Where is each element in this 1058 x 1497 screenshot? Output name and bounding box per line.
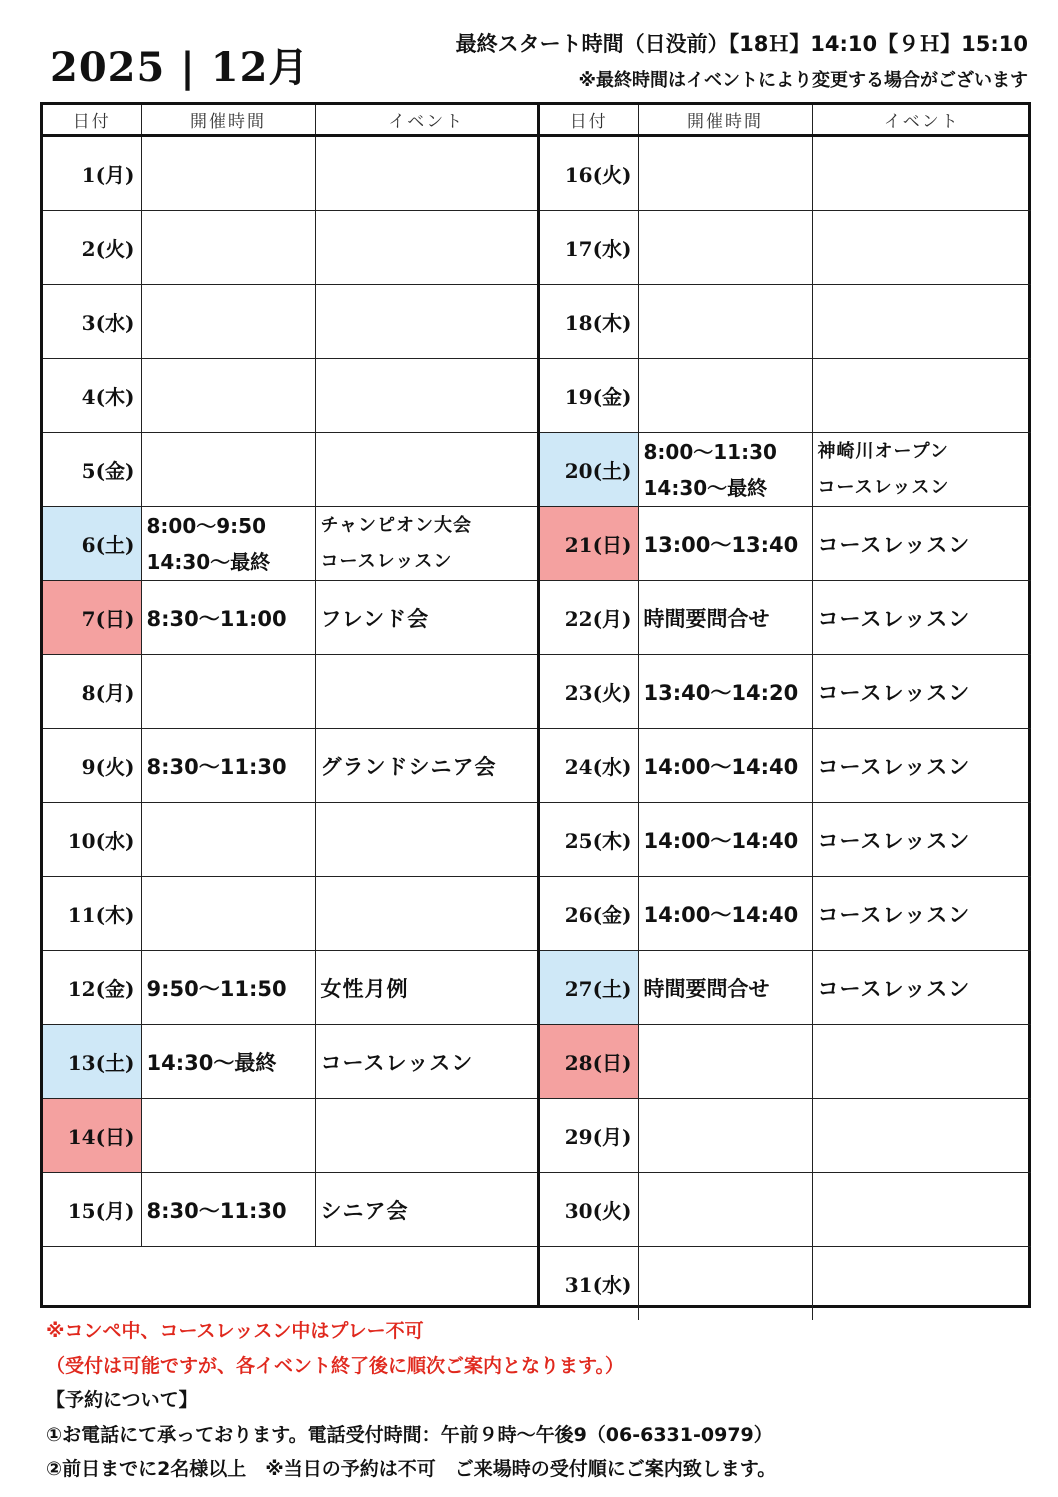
day-event [315, 877, 537, 951]
day-time: 9:50〜11:50 [141, 951, 315, 1025]
calendar-row [43, 1025, 537, 1099]
day-date: 7(日) [43, 581, 141, 655]
day-event [315, 359, 537, 433]
day-time [638, 433, 812, 507]
day-event [812, 285, 1031, 359]
calendar-row [43, 581, 537, 655]
day-date: 12(金) [43, 951, 141, 1025]
calendar-table [40, 102, 1031, 1308]
day-event: コースレッスン [812, 877, 1031, 951]
day-time [638, 285, 812, 359]
day-date: 28(日) [540, 1025, 638, 1099]
reservation-heading: 【予約について】 [46, 1389, 198, 1411]
time-change-note: ※最終時間はイベントにより変更する場合がございます [578, 70, 1028, 91]
time-line: 8:00〜11:30 [643, 439, 777, 464]
day-date: 14(日) [43, 1099, 141, 1173]
day-event [812, 433, 1031, 507]
day-date: 5(金) [43, 433, 141, 507]
day-event [812, 1247, 1031, 1321]
day-event: コースレッスン [812, 581, 1031, 655]
calendar-row [540, 1099, 1031, 1173]
day-time [638, 211, 812, 285]
day-time: 14:00〜14:40 [638, 729, 812, 803]
day-date: 23(火) [540, 655, 638, 729]
time-line: 14:30〜最終 [146, 549, 271, 574]
day-time: 13:00〜13:40 [638, 507, 812, 581]
day-date: 8(月) [43, 655, 141, 729]
calendar-row [540, 507, 1031, 581]
column-header-date: 日付 [540, 105, 638, 136]
day-event [812, 136, 1031, 211]
day-time [141, 507, 315, 581]
reservation-phone-note: ①お電話にて承っております。電話受付時間：午前９時〜午後9（06-6331-0979） [46, 1423, 773, 1446]
day-event: コースレッスン [812, 655, 1031, 729]
calendar-row [43, 729, 537, 803]
day-date: 6(土) [43, 507, 141, 581]
day-time: 14:00〜14:40 [638, 803, 812, 877]
calendar-right-half [537, 105, 1031, 1305]
day-date: 2(火) [43, 211, 141, 285]
calendar-row [540, 211, 1031, 285]
column-header-time: 開催時間 [638, 105, 812, 136]
day-event [315, 803, 537, 877]
day-date: 17(水) [540, 211, 638, 285]
day-date: 21(日) [540, 507, 638, 581]
day-date: 9(火) [43, 729, 141, 803]
day-date: 19(金) [540, 359, 638, 433]
day-date: 20(土) [540, 433, 638, 507]
calendar-left-half [43, 105, 537, 1305]
column-header-date: 日付 [43, 105, 141, 136]
day-event [315, 285, 537, 359]
day-time: 8:30〜11:30 [141, 1173, 315, 1247]
day-date: 27(土) [540, 951, 638, 1025]
event-line: コースレッスン [817, 476, 950, 498]
day-event [812, 1025, 1031, 1099]
day-date: 22(月) [540, 581, 638, 655]
day-date: 13(土) [43, 1025, 141, 1099]
calendar-row [540, 729, 1031, 803]
calendar-row [43, 359, 537, 433]
calendar-row [540, 581, 1031, 655]
calendar-row [43, 211, 537, 285]
day-date: 25(木) [540, 803, 638, 877]
day-time [638, 1099, 812, 1173]
page-title: 2025 | 12月 [50, 44, 310, 91]
calendar-row [43, 655, 537, 729]
calendar-row-empty [43, 1247, 537, 1321]
day-time [141, 211, 315, 285]
day-time: 13:40〜14:20 [638, 655, 812, 729]
day-date: 3(水) [43, 285, 141, 359]
day-event [315, 1099, 537, 1173]
time-line: 14:30〜最終 [643, 475, 768, 500]
day-event [812, 1099, 1031, 1173]
day-time [638, 136, 812, 211]
day-date: 10(水) [43, 803, 141, 877]
day-time [141, 359, 315, 433]
calendar-row [43, 1173, 537, 1247]
day-date: 15(月) [43, 1173, 141, 1247]
calendar-row [540, 655, 1031, 729]
calendar-row [43, 433, 537, 507]
day-time [638, 1025, 812, 1099]
day-time: 14:30〜最終 [141, 1025, 315, 1099]
day-event: コースレッスン [315, 1025, 537, 1099]
play-restriction-note: ※コンペ中、コースレッスン中はプレー不可 [46, 1320, 424, 1342]
day-event [315, 433, 537, 507]
day-time: 14:00〜14:40 [638, 877, 812, 951]
day-time: 時間要問合せ [638, 951, 812, 1025]
calendar-row [540, 136, 1031, 211]
day-event [812, 359, 1031, 433]
day-time [141, 877, 315, 951]
day-date: 26(金) [540, 877, 638, 951]
calendar-row [43, 285, 537, 359]
day-time [638, 1173, 812, 1247]
event-line: 神崎川オープン [817, 440, 949, 462]
day-event: シニア会 [315, 1173, 537, 1247]
day-date: 1(月) [43, 136, 141, 211]
column-header-event: イベント [315, 105, 537, 136]
notes-section [46, 1314, 776, 1487]
calendar-row [540, 285, 1031, 359]
reception-note: （受付は可能ですが、各イベント終了後に順次ご案内となります。） [46, 1354, 624, 1377]
day-event: コースレッスン [812, 803, 1031, 877]
day-date: 4(木) [43, 359, 141, 433]
time-line: 8:00〜9:50 [146, 513, 266, 538]
last-start-time-note: 最終スタート時間（日没前）【18Ｈ】14:10【９Ｈ】15:10 [455, 32, 1028, 56]
day-date: 18(木) [540, 285, 638, 359]
day-event [315, 655, 537, 729]
day-event: コースレッスン [812, 729, 1031, 803]
calendar-row [540, 951, 1031, 1025]
calendar-row [540, 1173, 1031, 1247]
column-header-time: 開催時間 [141, 105, 315, 136]
day-event [812, 1173, 1031, 1247]
day-date: 16(火) [540, 136, 638, 211]
day-time [141, 285, 315, 359]
calendar-row [540, 877, 1031, 951]
day-event [315, 211, 537, 285]
day-event: 女性月例 [315, 951, 537, 1025]
calendar-row [43, 1099, 537, 1173]
calendar-row [43, 803, 537, 877]
calendar-row [43, 877, 537, 951]
day-date: 31(水) [540, 1247, 638, 1321]
day-date: 29(月) [540, 1099, 638, 1173]
day-time: 8:30〜11:00 [141, 581, 315, 655]
event-line: コースレッスン [320, 550, 453, 572]
calendar-row [540, 433, 1031, 507]
day-time [141, 803, 315, 877]
day-date: 30(火) [540, 1173, 638, 1247]
day-event: コースレッスン [812, 951, 1031, 1025]
day-time [141, 655, 315, 729]
day-time [141, 433, 315, 507]
day-event [812, 211, 1031, 285]
day-event: グランドシニア会 [315, 729, 537, 803]
calendar-row [540, 1247, 1031, 1321]
day-event: フレンド会 [315, 581, 537, 655]
day-time [141, 1099, 315, 1173]
day-time [141, 136, 315, 211]
calendar-row [43, 507, 537, 581]
day-time [638, 1247, 812, 1321]
day-event [315, 136, 537, 211]
empty-cell [43, 1247, 537, 1321]
calendar-row [540, 803, 1031, 877]
day-date: 24(水) [540, 729, 638, 803]
event-line: チャンピオン大会 [320, 514, 472, 536]
reservation-rule-note: ②前日までに2名様以上 ※当日の予約は不可 ご来場時の受付順にご案内致します。 [46, 1458, 777, 1480]
calendar-row [540, 1025, 1031, 1099]
day-time [638, 359, 812, 433]
calendar-row [540, 359, 1031, 433]
day-event: コースレッスン [812, 507, 1031, 581]
day-date: 11(木) [43, 877, 141, 951]
column-header-event: イベント [812, 105, 1031, 136]
day-event [315, 507, 537, 581]
calendar-row [43, 951, 537, 1025]
calendar-row [43, 136, 537, 211]
day-time: 時間要問合せ [638, 581, 812, 655]
day-time: 8:30〜11:30 [141, 729, 315, 803]
